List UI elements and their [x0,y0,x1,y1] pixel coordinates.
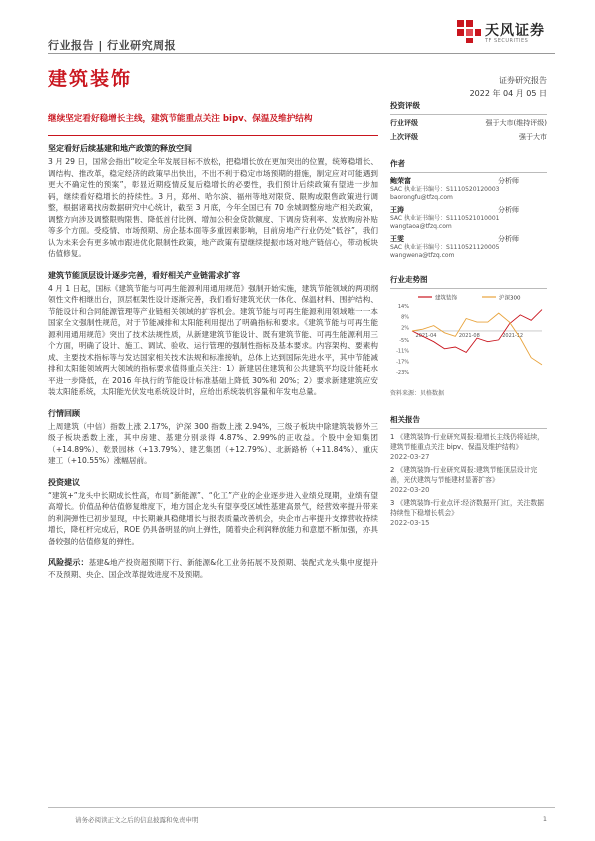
rating-title: 投资评级 [390,101,420,110]
section-title: 行情回顾 [48,408,80,418]
author-email[interactable]: baorongfu@tfzq.com [390,194,453,201]
related-report-title: 3 《建筑装饰-行业点评:经济数据开门红，关注数据持续性下稳增长机会》 [390,499,544,517]
section-body: 4 月 1 日起，国标《建筑节能与可再生能源利用通用规范》强制开始实施，建筑节能领域的两项纲领性文件相继出台，顶层框架性设计逐渐完善，我们看好建筑光伏一体化、保温材料、围护结构、节能设计和合同能源管理等产业链相关领域的扩容机会。建筑节能与可再生能源利用领域唯一一本国家全文强制性规范，对于节能减排和太阳能利用提出了明确指标和要求。《建筑节能与可再生能源利用通用规范》突出了技术法规性质，从新建建筑节能设计、既有建筑节能、可再生能源利用三个方面，明确了设计、施工、调试、验收、运行管理的强制性指标及基本要求。内容架构、要素构成、主要技术指标等与发达国家相关技术法规和标准接轨，总体上达到国际先进水平，其中节能减排和太阳能领域两大领域的指标要求值得重点关注：1）新建居住建筑和公共建筑平均设计能耗水平进一步降低，在 2016 年执行的节能设计标准基础上降低 30%和 20%；2）要求新建建筑应安装太阳能系统，太阳能光伏发电系统设计时，应给出系统装机容量和年发电总量。 [48,283,378,396]
related-report-date: 2022-03-27 [390,453,430,461]
section-risk [48,557,378,580]
rating-value: 强于大市(维持评级) [485,119,547,127]
author-role: 分析师 [498,206,519,214]
trend-chart [390,292,547,384]
section-title: 坚定看好后续基建和地产政策的释放空间 [48,144,192,153]
related-title: 相关报告 [390,415,420,424]
related-report-date: 2022-03-20 [390,486,430,494]
x-tick-label: 2021-08 [458,332,480,339]
headline: 继续坚定看好稳增长主线，建筑节能重点关注 bipv、保温及维护结构 [48,114,313,124]
related-report-title: 1 《建筑装饰-行业研究周报:稳增长主线仍将延续，建筑节能重点关注 bipv、保温及维护结构》 [390,433,544,451]
section-energy [48,270,378,398]
logo-name: 天风证券 [485,23,545,39]
section-title: 建筑节能顶层设计逐步完善，看好相关产业链需求扩容 [48,270,240,280]
logo [455,16,483,44]
author-name: 王涛 [390,206,404,214]
related-report-date: 2022-03-15 [390,519,430,527]
related-report[interactable] [390,432,547,462]
headline-divider [48,135,378,136]
section-policy [48,143,378,260]
section-body: 基建&地产投资超预期下行、新能源&化工业务拓展不及预期、装配式龙头集中度提升不及预期、央企、国企改革提效进度不及预期。 [48,558,379,579]
author-card [390,234,547,260]
y-tick-label: 8% [401,314,409,321]
author-email[interactable]: wangwena@tfzq.com [390,252,455,259]
section-body: 上周建筑（中信）指数上涨 2.17%，沪深 300 指数上涨 2.94%，三级子板块中除建筑装修外三级子板块悉数上涨，其中房建、基建分别录得 4.87%、2.99%的正收益。个股中金知集团（+14.89%）、乾景园林（+13.79%）、建艺集团（+12.79%）、北新路桥（+11.84%）、重庆建工（+10.55%）涨幅居前。 [48,421,378,465]
author-name: 王雯 [390,235,404,243]
section-body: 3 月 29 日，国常会指出“咬定全年发展目标不放松，把稳增长放在更加突出的位置，统筹稳增长、调结构、推改革，稳定经济的政策早出快出，不出不利于稳定市场预期的措施，制定应对可能遇到更大不确定性的预案”，彰显近期疫情反复后稳增长的必要性，我们预计后续政策有望进一步加码，继续看好稳增长的持续性。3 月，郑州、哈尔滨、福州等地对限贷、限购或限售政策进行调整，根据诸葛找房数据研究中心统计，截至 3 月底，今年全国已有 70 余城调整房地产相关政策，调整方向涉及调整限购限售、降低首付比例、增加公积金贷款额度、下调房贷利率、发放购房补贴等多个方面。受疫情、市场预期、房企基本面等多重因素影响，目前房地产行业仍处“低谷”，我们认为未来会有更多城市跟进优化限制性政策，地产政策有望继续提振市场对地产链信心，带动板块估值修复。 [48,157,378,258]
y-tick-label: -5% [399,337,409,344]
y-tick-label: 14% [397,304,409,310]
section-title: 风险提示： [48,558,89,567]
report-type: 证券研究报告 [499,76,547,85]
y-tick-label: -23% [396,370,409,376]
author-sac: SAC 执业证书编号：S1110521120005 [390,244,500,251]
author-card [390,205,547,231]
logo-sub: TF SECURITIES [485,38,529,44]
author-header [390,205,547,215]
rating-label: 行业评级 [390,119,418,127]
author-card [390,176,547,202]
author-sac: SAC 执业证书编号：S1110520120003 [390,186,500,193]
logo-icon [455,16,483,44]
author-name: 鲍荣富 [390,177,411,185]
author-role: 分析师 [498,177,519,185]
divider [390,428,547,429]
chart-source: 资料来源：贝格数据 [390,390,445,397]
author-sac: SAC 执业证书编号：S1110521010001 [390,215,500,222]
section-advice [48,477,378,548]
rating-row [390,132,547,142]
legend-label: 沪深300 [499,295,521,302]
related-report[interactable] [390,465,547,495]
sidebar [390,100,547,528]
y-tick-label: -11% [396,348,409,355]
related-report-title: 2 《建筑装饰-行业研究周报:建筑节能顶层设计完善，光伏建筑与节能建材显著扩容》 [390,466,538,484]
rating-row [390,118,547,128]
y-tick-label: 2% [401,325,409,332]
divider [390,288,547,289]
sector-title: 建筑装饰 [48,68,133,90]
report-date: 2022 年 04 月 05 日 [469,89,547,98]
divider [390,172,547,173]
related-report[interactable] [390,498,547,528]
series-line [412,313,542,365]
breadcrumb: 行业报告 | 行业研究周报 [48,39,177,52]
x-tick-label: 2021-12 [502,332,524,339]
footer-divider [48,807,555,808]
rating-label: 上次评级 [390,133,418,141]
section-title: 投资建议 [48,477,80,487]
main-body [48,143,378,580]
page-number: 1 [542,815,547,823]
section-body: “建筑+”龙头中长期成长性高，布局“新能源”、“化工”产业的企业逐步进入业绩兑现期，业绩有望高增长。价值品种估值修复维度下，地方国企龙头有望享受区域性基建高景气，经营效率提升带来的利润弹性已初步显现，中长期兼具稳健增长与报表质量改善机会，央企市占率提升支撑营收持续增长，降杠杆完成后，ROE 仍具备明显的向上弹性，随着央企利润释放能力和意愿不断加强，亦具备较强的估值修复的弹性。 [48,490,378,546]
header-divider [48,53,555,54]
author-role: 分析师 [498,235,519,243]
y-tick-label: -17% [396,359,409,366]
footer-disclaimer: 请务必阅读正文之后的信息披露和免责申明 [75,816,199,824]
divider [390,114,547,115]
legend-label: 建筑装饰 [435,295,458,302]
x-tick-label: 2021-04 [415,332,437,339]
authors-title: 作者 [390,159,405,168]
section-market [48,408,378,467]
trend-title: 行业走势图 [390,275,428,284]
rating-value: 强于大市 [519,133,547,141]
author-header [390,234,547,244]
author-email[interactable]: wangtaoa@tfzq.com [390,223,452,230]
author-header [390,176,547,186]
